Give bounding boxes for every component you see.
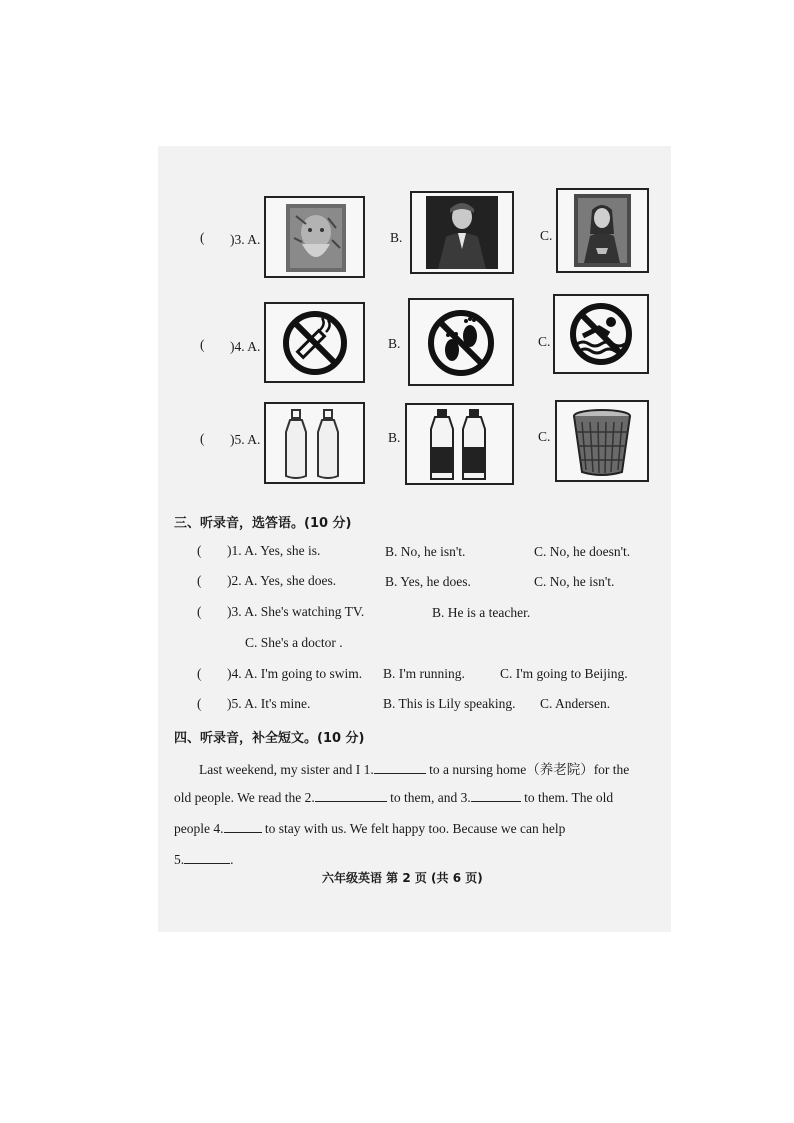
option-b: B. No, he isn't. xyxy=(385,544,466,559)
option-c-image xyxy=(553,294,649,374)
passage-text: old people. We read the 2. xyxy=(174,790,315,805)
mona-lisa-icon xyxy=(558,190,647,271)
option-a-image xyxy=(264,196,365,278)
option-b-image xyxy=(410,191,514,274)
page-footer: 六年级英语 第 2 页 (共 6 页) xyxy=(322,871,483,885)
question-number: )5. A. xyxy=(230,432,261,447)
option-b-label: B. xyxy=(390,230,403,245)
answer-paren: ( xyxy=(197,573,202,588)
option-c: C. She's a doctor . xyxy=(245,635,343,650)
question-number: )3. A. xyxy=(230,232,261,247)
option-c: C. No, he isn't. xyxy=(534,574,615,589)
answer-paren: ( xyxy=(197,666,202,681)
option-c-label: C. xyxy=(538,429,551,444)
passage-line-1 xyxy=(199,758,629,778)
option-a: )2. A. Yes, she does. xyxy=(227,573,337,588)
answer-paren: ( xyxy=(197,696,202,711)
empty-bottles-icon xyxy=(266,404,363,482)
passage-text: to stay with us. We felt happy too. Because we can help xyxy=(264,821,566,836)
blank-2[interactable] xyxy=(315,789,387,802)
no-smoking-icon xyxy=(266,304,363,381)
section-3-title: 三、听录音，选答语。(10 分) xyxy=(174,516,352,531)
option-b: B. Yes, he does. xyxy=(385,574,471,589)
option-c-label: C. xyxy=(540,228,553,243)
option-c-image xyxy=(556,188,649,273)
answer-paren: ( xyxy=(200,230,205,245)
option-b-image xyxy=(408,298,514,386)
answer-paren: ( xyxy=(197,604,202,619)
option-b-label: B. xyxy=(388,430,401,445)
portrait-sketch-icon xyxy=(266,198,363,276)
option-a-image xyxy=(264,402,365,484)
option-c: C. Andersen. xyxy=(540,696,611,711)
passage-text: to a nursing home（养老院）for the xyxy=(429,762,630,777)
option-a: )1. A. Yes, she is. xyxy=(227,543,321,558)
passage-text: . xyxy=(230,852,234,867)
no-walking-icon xyxy=(410,300,512,384)
option-c: C. No, he doesn't. xyxy=(534,544,631,559)
option-a: )3. A. She's watching TV. xyxy=(227,604,365,619)
option-c-image xyxy=(555,400,649,482)
no-swimming-icon xyxy=(555,296,647,372)
option-b-label: B. xyxy=(388,336,401,351)
section-4-title: 四、听录音，补全短文。(10 分) xyxy=(174,731,365,746)
option-a: )5. A. It's mine. xyxy=(227,696,311,711)
passage-text: Last weekend, my sister and I 1. xyxy=(199,762,374,777)
blank-5[interactable] xyxy=(184,851,230,864)
passage-line-2 xyxy=(174,789,613,806)
blank-1[interactable] xyxy=(374,761,426,774)
option-b: B. He is a teacher. xyxy=(432,605,531,620)
option-b: B. This is Lily speaking. xyxy=(383,696,516,711)
passage-text: to them, and 3. xyxy=(390,790,471,805)
waste-basket-icon xyxy=(557,402,647,480)
option-a: )4. A. I'm going to swim. xyxy=(227,666,363,681)
passage-line-4 xyxy=(174,851,234,868)
passage-line-3 xyxy=(174,820,565,837)
passage-text: to them. The old xyxy=(524,790,614,805)
option-a-image xyxy=(264,302,365,383)
question-number: )4. A. xyxy=(230,339,261,354)
option-b: B. I'm running. xyxy=(383,666,465,681)
water-bottles-icon xyxy=(407,405,512,483)
passage-text: 5. xyxy=(174,852,185,867)
answer-paren: ( xyxy=(200,431,205,446)
answer-paren: ( xyxy=(197,543,202,558)
option-c-label: C. xyxy=(538,334,551,349)
blank-4[interactable] xyxy=(224,820,262,833)
answer-paren: ( xyxy=(200,337,205,352)
passage-text: people 4. xyxy=(174,821,224,836)
option-b-image xyxy=(405,403,514,485)
man-portrait-icon xyxy=(412,193,512,272)
blank-3[interactable] xyxy=(471,789,521,802)
option-c: C. I'm going to Beijing. xyxy=(500,666,628,681)
